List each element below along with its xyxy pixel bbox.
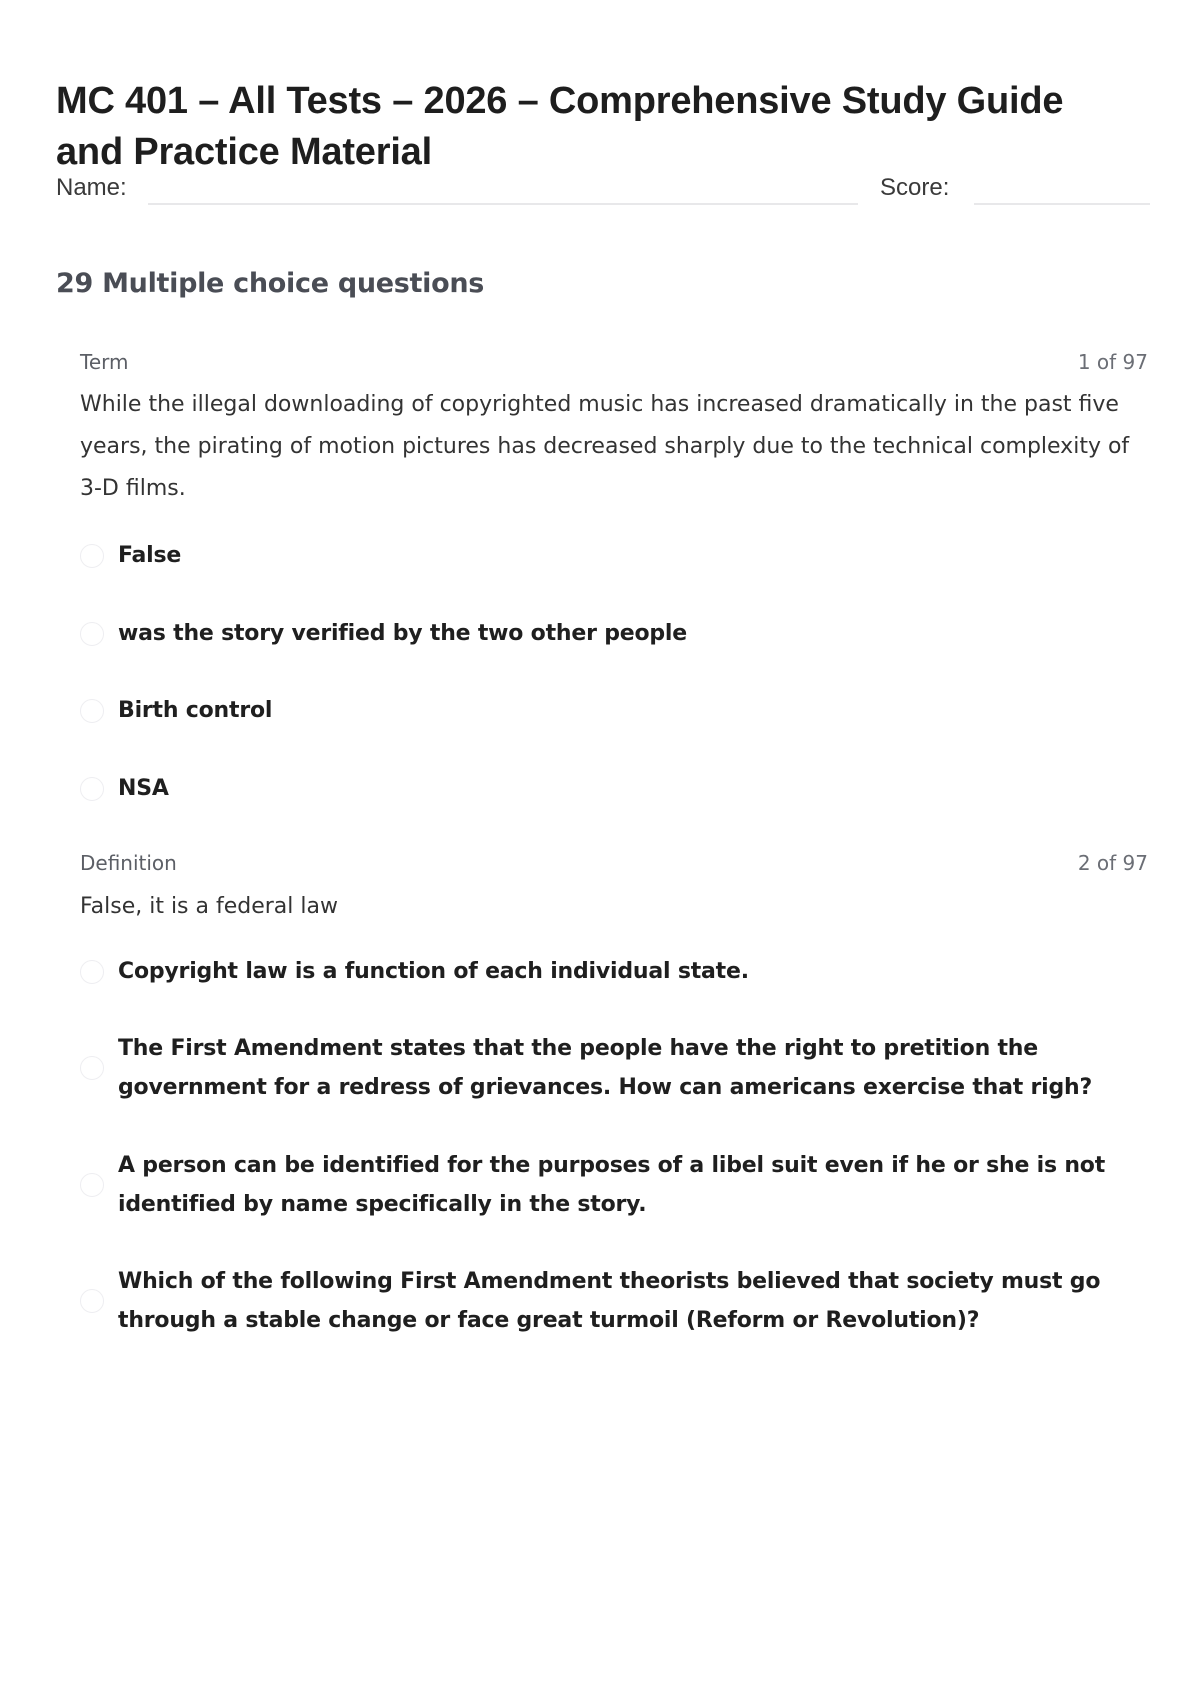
question-1-option-4[interactable]	[80, 769, 1140, 808]
question-2-type-label: Definition	[80, 851, 177, 875]
option-text: Which of the following First Amendment theorists believed that society must go through a stable change or face great turmoil (Reform or Revolution)?	[118, 1269, 1101, 1333]
option-text: Birth control	[118, 698, 273, 723]
question-2-prompt: False, it is a federal law	[80, 894, 338, 919]
question-1-counter: 1 of 97	[1077, 350, 1148, 374]
question-2-option-1[interactable]	[80, 952, 1140, 991]
question-1-type-label: Term	[80, 350, 129, 374]
section-heading: 29 Multiple choice questions	[56, 268, 485, 299]
radio-button-icon[interactable]	[80, 777, 104, 801]
radio-button-icon[interactable]	[80, 1056, 104, 1080]
radio-button-icon[interactable]	[80, 544, 104, 568]
score-field-line[interactable]	[974, 203, 1150, 205]
document-title: MC 401 – All Tests – 2026 – Comprehensive Study Guide and Practice Material	[56, 80, 1064, 173]
question-1-option-2[interactable]	[80, 614, 1140, 653]
radio-button-icon[interactable]	[80, 1173, 104, 1197]
question-2-option-2[interactable]	[80, 1029, 1140, 1107]
option-text: was the story verified by the two other people	[118, 621, 687, 646]
option-text: The First Amendment states that the people have the right to pretition the government for a redress of grievances. How can americans exercise that righ?	[118, 1036, 1093, 1100]
score-label: Score:	[880, 174, 950, 201]
question-2-option-3[interactable]	[80, 1146, 1140, 1224]
option-text: A person can be identified for the purposes of a libel suit even if he or she is not identified by name specifically in the story.	[118, 1153, 1106, 1217]
option-text: Copyright law is a function of each individual state.	[118, 959, 749, 984]
radio-button-icon[interactable]	[80, 622, 104, 646]
option-text: False	[118, 543, 182, 568]
radio-button-icon[interactable]	[80, 699, 104, 723]
question-1-option-1[interactable]	[80, 536, 1140, 575]
radio-button-icon[interactable]	[80, 1289, 104, 1313]
option-text: NSA	[118, 776, 169, 801]
name-field-line[interactable]	[148, 203, 858, 205]
name-label: Name:	[56, 174, 127, 201]
question-2-counter: 2 of 97	[1077, 851, 1148, 875]
question-1-option-3[interactable]	[80, 691, 1140, 730]
question-2-option-4[interactable]	[80, 1262, 1140, 1340]
question-1-prompt: While the illegal downloading of copyrighted music has increased dramatically in the past five years, the pirating of motion pictures has decreased sharply due to the technical complexity of 3-D films.	[80, 392, 1130, 501]
radio-button-icon[interactable]	[80, 960, 104, 984]
